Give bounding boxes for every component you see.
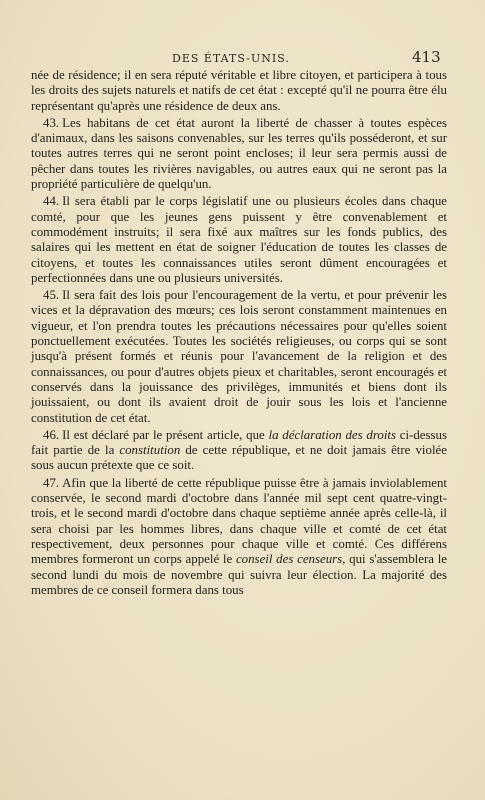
article-number: 47. <box>43 475 60 490</box>
article-46 <box>31 428 447 474</box>
body-text <box>31 68 447 600</box>
paragraph-text: née de résidence; il en sera réputé véritable et libre citoyen, et participera à tous les droits des sujets naturels et natifs de cet état : excepté qu'il ne pourra être élu représentant qu'après une résidence de deux ans. <box>31 68 447 113</box>
paragraph-text: de cette république, et ne doit jamais être violée sous aucun prétexte que ce soit. <box>31 443 447 473</box>
paragraph-text: Il sera fait des lois pour l'encouragement de la vertu, et pour prévenir les vices et la dépravation des mœurs; ces lois seront constamment maintenues en vigueur, et l'on prendra toutes les précautions nécessaires pour qu'elles soient ponctuellement exécutées. Toutes les sociétés religieuses, ou corps qui se sont jusqu'à présent formés et réunis pour l'avancement de la religion et des connaissances, ou pour d'autres objets pieux et charitables, seront encouragés et conservés dans la jouissance des privilèges, immunités et biens dont ils jouissaient, ou dont ils avaient droit de jouir sous les lois et l'ancienne constitution de cet état. <box>31 288 447 425</box>
paragraph-text: Il est déclaré par le présent article, que <box>62 427 269 442</box>
paragraph-text: , qui s'assemblera le second lundi du mois de novembre qui suivra leur élection. La majorité des membres de ce conseil formera dans tous <box>31 552 447 597</box>
paragraph-text: Les habitans de cet état auront la liberté de chasser à toutes espèces d'animaux, dans les saisons convenables, sur les terres qu'ils posséderont, et sur toutes autres terres qui ne seront point encloses; il leur sera permis aussi de pêcher dans toutes les rivières navigables, ou autres eaux qui ne seront pas la propriété particulière de quelqu'un. <box>31 115 447 192</box>
article-number: 46. <box>43 427 60 442</box>
paragraph-text: Il sera établi par le corps législatif une ou plusieurs écoles dans chaque comté, pour que les jeunes gens puissent y être convenablement et commodément instruits; il sera fixé aux maîtres sur les fonds publics, des salaires qui les mettent en état de soigner l'éducation de toutes les classes de citoyens, et toutes les connaissances utiles seront dûment encouragées et perfectionnées dans une ou plusieurs universités. <box>31 194 447 285</box>
article-44 <box>31 194 447 286</box>
article-47 <box>31 476 447 598</box>
article-number: 45. <box>43 288 60 303</box>
paragraph-text: ci-dessus fait partie de la <box>31 427 448 458</box>
italic-phrase: la déclaration des droits <box>268 427 396 442</box>
running-title: DES ÉTATS-UNIS. <box>172 52 290 65</box>
article-number: 44. <box>43 194 60 209</box>
italic-phrase: conseil des censeurs <box>235 552 343 567</box>
paragraph-text: Afin que la liberté de cette république puisse être à jamais inviolablement conservée, le second mardi d'octobre dans l'année mil sept cent quatre-vingt-trois, et le second mardi d'octobre dans chaque septième année après celle-là, il sera choisi par les hommes libres, dans chaque ville et comté de cet état respectivement, deux personnes pour chaque ville et comté. Ces différens membres formeront un corps appelé le <box>31 475 447 567</box>
article-45 <box>31 288 447 426</box>
paragraph-continuation <box>31 68 447 114</box>
article-43 <box>31 116 447 192</box>
italic-phrase: constitution <box>119 443 181 458</box>
page-number: 413 <box>412 48 441 66</box>
article-number: 43. <box>43 115 60 130</box>
page-header <box>0 50 485 70</box>
